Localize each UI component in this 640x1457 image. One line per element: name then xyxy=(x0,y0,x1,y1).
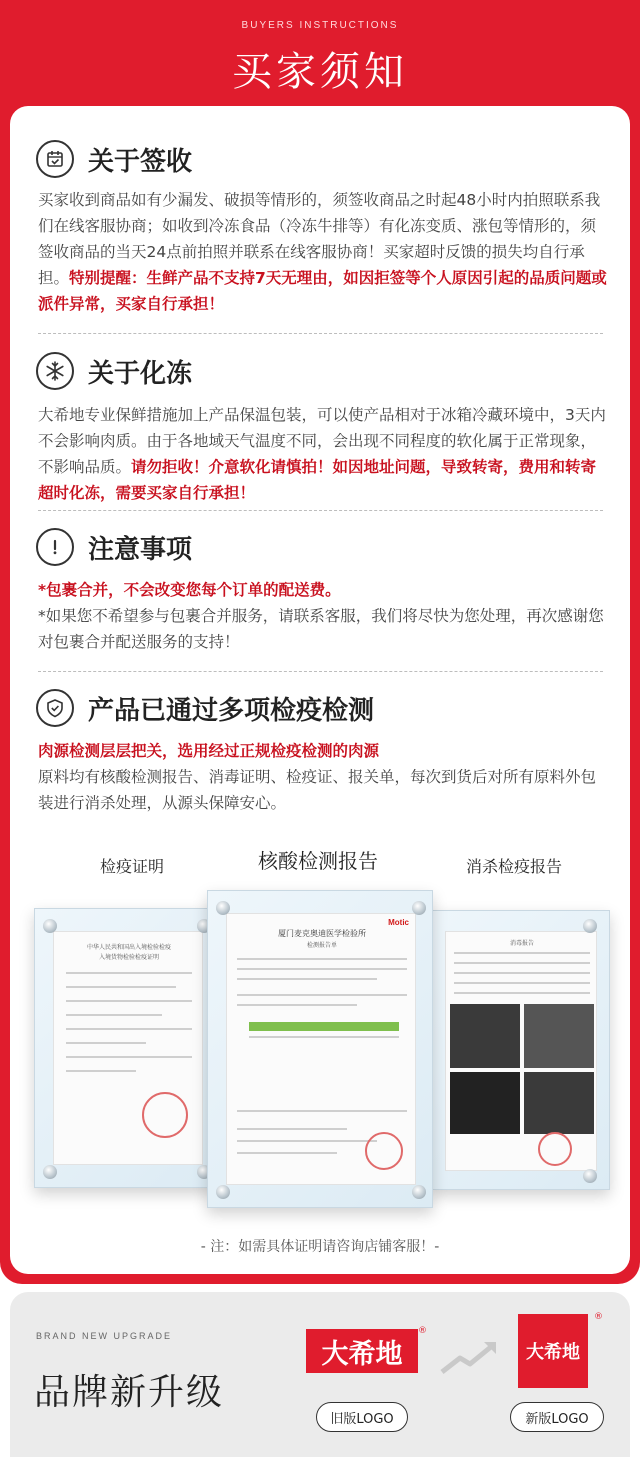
section-notice-title: 注意事项 xyxy=(88,534,193,565)
section-inspection-text xyxy=(38,738,608,816)
brand-title: 品牌新升级 xyxy=(34,1372,225,1413)
exclamation-icon xyxy=(36,528,74,566)
text-line xyxy=(237,994,407,996)
text-line xyxy=(249,1036,399,1038)
inspection-photo xyxy=(524,1072,594,1134)
disinfection-report xyxy=(430,910,610,1190)
text-line xyxy=(454,972,590,974)
brand-upgrade-panel xyxy=(10,1292,630,1457)
nucleic-acid-report xyxy=(207,890,433,1208)
text-line xyxy=(237,1140,377,1142)
section-notice-text xyxy=(38,577,608,655)
report-paper xyxy=(226,913,416,1185)
text-line xyxy=(66,972,192,974)
left-doc-title: 中华人民共和国出入境检验检疫 xyxy=(86,944,171,951)
center-doc-subtitle: 检测报告单 xyxy=(306,942,337,949)
mount-bolt xyxy=(43,919,57,933)
text-line xyxy=(66,1014,162,1016)
section-notice-header xyxy=(36,528,192,566)
inspection-photo xyxy=(450,1004,520,1068)
mount-bolt xyxy=(216,1185,230,1199)
right-caption: 消杀检疫报告 xyxy=(466,857,563,876)
quarantine-certificate xyxy=(34,908,218,1188)
report-paper xyxy=(445,931,597,1171)
section-thaw-text xyxy=(38,402,608,506)
text-line xyxy=(66,1042,146,1044)
inspection-photo xyxy=(524,1004,594,1068)
right-doc-title: 消毒报告 xyxy=(509,940,534,947)
text-line xyxy=(454,962,590,964)
center-doc-title: 厦门麦克奥迪医学检验所 xyxy=(278,929,366,938)
receipt-highlight: 特别提醒：生鲜产品不支持7天无理由，如因拒签等个人原因引起的品质问题或派件异常，买家自行承担！ xyxy=(38,269,607,313)
snowflake-icon xyxy=(36,352,74,390)
text-line xyxy=(237,1152,337,1154)
contact-service-note: - 注：如需具体证明请咨询店铺客服！- xyxy=(200,1239,440,1255)
section-thaw-header xyxy=(36,352,192,390)
inspection-photo xyxy=(450,1072,520,1134)
new-logo: 大希地 xyxy=(518,1314,588,1388)
text-line xyxy=(237,968,407,970)
text-line xyxy=(66,1000,192,1002)
header-subtitle: BUYERS INSTRUCTIONS xyxy=(241,20,399,31)
certificate-paper xyxy=(53,931,203,1165)
section-inspection-header xyxy=(36,689,374,727)
text-line xyxy=(66,986,176,988)
text-line xyxy=(237,1004,357,1006)
inspection-highlight: 肉源检测层层把关，选用经过正规检疫检测的肉源 xyxy=(38,742,380,760)
mount-bolt xyxy=(583,1169,597,1183)
center-caption: 核酸检测报告 xyxy=(258,849,378,873)
text-line xyxy=(237,978,377,980)
text-line xyxy=(454,992,590,994)
section-receipt-header xyxy=(36,140,192,178)
seal-stamp xyxy=(538,1132,572,1166)
thaw-highlight: 请勿拒收！介意软化请慎拍！如因地址问题，导致转寄，费用和转寄超时化冻，需要买家自行承担！ xyxy=(38,458,597,502)
text-line xyxy=(66,1056,192,1058)
text-line xyxy=(454,952,590,954)
mount-bolt xyxy=(412,1185,426,1199)
mount-bolt xyxy=(43,1165,57,1179)
divider xyxy=(38,671,603,672)
shield-check-icon xyxy=(36,689,74,727)
divider xyxy=(38,510,603,511)
text-line xyxy=(66,1070,136,1072)
notice-body: *如果您不希望参与包裹合并服务，请联系客服，我们将尽快为您处理，再次感谢您对包裹合并配送服务的支持！ xyxy=(38,607,604,651)
new-logo-label: 新版LOGO xyxy=(510,1402,604,1432)
old-logo: 大希地 xyxy=(306,1329,418,1373)
divider xyxy=(38,333,603,334)
mount-bolt xyxy=(216,901,230,915)
text-line xyxy=(237,1110,407,1112)
mount-bolt xyxy=(583,919,597,933)
upgrade-arrow-icon xyxy=(438,1340,500,1376)
text-line xyxy=(454,982,590,984)
inspection-body: 原料均有核酸检测报告、消毒证明、检疫证、报关单，每次到货后对所有原料外包装进行消杀处理，从源头保障安心。 xyxy=(38,768,597,812)
seal-stamp xyxy=(365,1132,403,1170)
mount-bolt xyxy=(412,901,426,915)
calendar-check-icon xyxy=(36,140,74,178)
section-receipt-text xyxy=(38,187,608,317)
notice-highlight: *包裹合并，不会改变您每个订单的配送费。 xyxy=(38,581,341,599)
section-thaw-title: 关于化冻 xyxy=(88,358,193,389)
registered-mark: ® xyxy=(594,1312,603,1322)
left-caption: 检疫证明 xyxy=(100,857,165,876)
receipt-body: 买家收到商品如有少漏发、破损等情形的，须签收商品之时起48小时内拍照联系我们在线客服协商；如收到冷冻食品（冷冻牛排等）有化冻变质、涨包等情形的，须签收商品的当天24点前拍照并联系在线客服协商！买家超时反馈的损失均自行承担。 xyxy=(38,191,601,287)
text-line xyxy=(237,1128,347,1130)
result-bar xyxy=(249,1022,399,1031)
text-line xyxy=(66,1028,192,1030)
brand-subtitle: BRAND NEW UPGRADE xyxy=(36,1331,173,1341)
header-title: 买家须知 xyxy=(232,49,408,95)
section-receipt-title: 关于签收 xyxy=(88,146,193,177)
old-logo-label: 旧版LOGO xyxy=(316,1402,408,1432)
motic-brand: Motic xyxy=(388,918,409,927)
section-inspection-title: 产品已通过多项检疫检测 xyxy=(88,695,375,726)
thaw-body: 大希地专业保鲜措施加上产品保温包装，可以使产品相对于冰箱冷藏环境中，3天内不会影响肉质。由于各地域天气温度不同，会出现不同程度的软化属于正常现象，不影响品质。 xyxy=(38,406,606,476)
registered-mark: ® xyxy=(418,1326,427,1336)
left-doc-subtitle: 入境货物检验检疫证明 xyxy=(98,954,159,961)
text-line xyxy=(237,958,407,960)
seal-stamp xyxy=(142,1092,188,1138)
